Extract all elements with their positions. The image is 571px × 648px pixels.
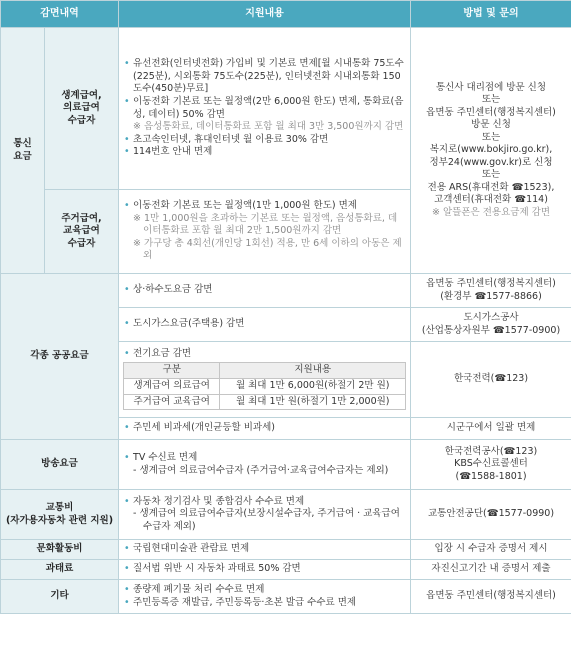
category-culture: 문화활동비 [1, 540, 119, 560]
penalty-support [119, 560, 411, 580]
support-item: • 114번호 안내 면제 [123, 146, 406, 159]
category-utilities: 각종 공공요금 [1, 274, 119, 440]
category-etc: 기타 [1, 580, 119, 614]
category-transport: 교통비 (자가용자동차 관련 지원) [1, 490, 119, 540]
method-line: 읍면동 주민센터(행정복지센터) [426, 106, 556, 118]
method-line: 또는 [481, 169, 501, 181]
support-item: • 초고속인터넷, 휴대인터넷 월 이용료 30% 감면 [123, 134, 406, 147]
support-item: • 종량제 폐기물 처리 수수료 면제 [123, 584, 406, 597]
method-line: 정부24(www.gov.kr)로 신청 [429, 156, 553, 168]
electric-subtable-header: 지원내용 [220, 363, 406, 379]
method-note: ※ 알뜰폰은 전용요금제 감면 [432, 206, 550, 218]
category-penalty: 과태료 [1, 560, 119, 580]
method-line: 통신사 대리점에 방문 신청 [436, 81, 547, 93]
support-item: • 도시가스요금(주택용) 감면 [123, 318, 406, 331]
electric-subtable-cell: 생계급여 의료급여 [124, 379, 220, 395]
method-line: 복지로(www.bokjiro.go.kr), [429, 144, 553, 156]
etc-support [119, 580, 411, 614]
penalty-method: 자진신고기간 내 증명서 제출 [411, 560, 571, 580]
method-line: 또는 [481, 94, 501, 106]
culture-method: 입장 시 수급자 증명서 제시 [411, 540, 571, 560]
method-line: 전용 ARS(휴대전화 ☎1523), [427, 181, 555, 193]
support-detail: - 생계급여 의료급여수급자 (주거급여·교육급여수급자는 제외) [133, 464, 389, 476]
support-note: ※ 음성통화료, 데이터통화료 포함 월 최대 3만 3,500원까지 감면 [133, 121, 404, 133]
electric-subtable-cell: 월 최대 1만 원(하절기 1만 2,000원) [220, 394, 406, 410]
utility-resident-tax [119, 418, 411, 440]
method-line: 또는 [481, 131, 501, 143]
subcategory-housing-education: 주거급여, 교육급여 수급자 [45, 190, 119, 274]
method-line: 고객센터(휴대전화 ☎114) [434, 194, 548, 206]
etc-method: 읍면동 주민센터(행정복지센터) [411, 580, 571, 614]
support-detail: - 생계급여 의료급여수급자(보장시설수급자, 주거급여 · 교육급여수급자 제외) [133, 508, 400, 532]
telecom-livelihood-support [119, 28, 411, 190]
support-item: • 이동전화 기본료 또는 월정액(1만 1,000원 한도) 면제 [123, 200, 406, 213]
method-line: KBS수신료콜센터 [454, 458, 528, 470]
support-item: • 주민세 비과세(개인균등할 비과세) [123, 422, 406, 435]
broadcast-method [411, 440, 571, 490]
method-line: 도시가스공사 [463, 311, 519, 323]
header-deduction: 감면내역 [1, 1, 119, 28]
support-item: • 상·하수도요금 감면 [123, 284, 406, 297]
method-line: 방문 신청 [471, 119, 511, 131]
support-note: ※ 가구당 총 4회선(개인당 1회선) 적용, 만 6세 이하의 아동은 제외 [133, 237, 402, 262]
utility-water [119, 274, 411, 308]
electric-subtable [123, 362, 406, 410]
header-support: 지원내용 [119, 1, 411, 28]
transport-method: 교통안전공단(☎1577-0990) [411, 490, 571, 540]
electric-subtable-cell: 월 최대 1만 6,000원(하절기 2만 원) [220, 379, 406, 395]
method-line: (☎1588-1801) [455, 470, 527, 482]
support-item: • 전기요금 감면 [123, 348, 406, 361]
electric-subtable-cell: 주거급여 교육급여 [124, 394, 220, 410]
method-line: (산업통상자원부 ☎1577-0900) [421, 324, 561, 336]
gas-method [411, 308, 571, 342]
electric-subtable-header: 구분 [124, 363, 220, 379]
method-line: 한국전력공사(☎123) [444, 445, 538, 457]
support-item: • TV 수신료 면제 [123, 452, 406, 465]
method-line: 읍면동 주민센터(행정복지센터) [426, 277, 556, 289]
transport-support [119, 490, 411, 540]
electric-method: 한국전력(☎123) [411, 342, 571, 418]
support-note: ※ 1만 1,000원을 초과하는 기본료 또는 월정액, 음성통화료, 데이터통화료 포함 월 최대 2만 1,500원까지 감면 [133, 212, 398, 237]
category-telecom: 통신 요금 [1, 28, 45, 274]
support-item: • 자동차 정기검사 및 종합검사 수수료 면제 [123, 496, 406, 509]
support-item: • 유선전화(인터넷전화) 가입비 및 기본료 면제[월 시내통화 75도수(225분), 시외통화 75도수(225분), 인터넷전화 시내외통화 150도수(450분)무료] [123, 58, 406, 96]
culture-support [119, 540, 411, 560]
broadcast-support [119, 440, 411, 490]
support-item: • 주민등록증 재발급, 주민등록등·초본 발급 수수료 면제 [123, 597, 406, 610]
telecom-method [411, 28, 571, 274]
utility-gas [119, 308, 411, 342]
water-method [411, 274, 571, 308]
subcategory-livelihood-medical: 생계급여, 의료급여 수급자 [45, 28, 119, 190]
utility-electric [119, 342, 411, 418]
header-method: 방법 및 문의 [411, 1, 571, 28]
resident-tax-method: 시군구에서 일괄 면제 [411, 418, 571, 440]
telecom-housing-support [119, 190, 411, 274]
method-line: (환경부 ☎1577-8866) [440, 290, 542, 302]
support-item: • 질서법 위반 시 자동차 과태료 50% 감면 [123, 563, 406, 576]
category-broadcast: 방송요금 [1, 440, 119, 490]
support-item: • 국립현대미술관 관람료 면제 [123, 543, 406, 556]
support-item: • 이동전화 기본료 또는 월정액(2만 6,000원 한도) 면제, 통화료(음성, 데이터) 50% 감면 [123, 96, 406, 121]
